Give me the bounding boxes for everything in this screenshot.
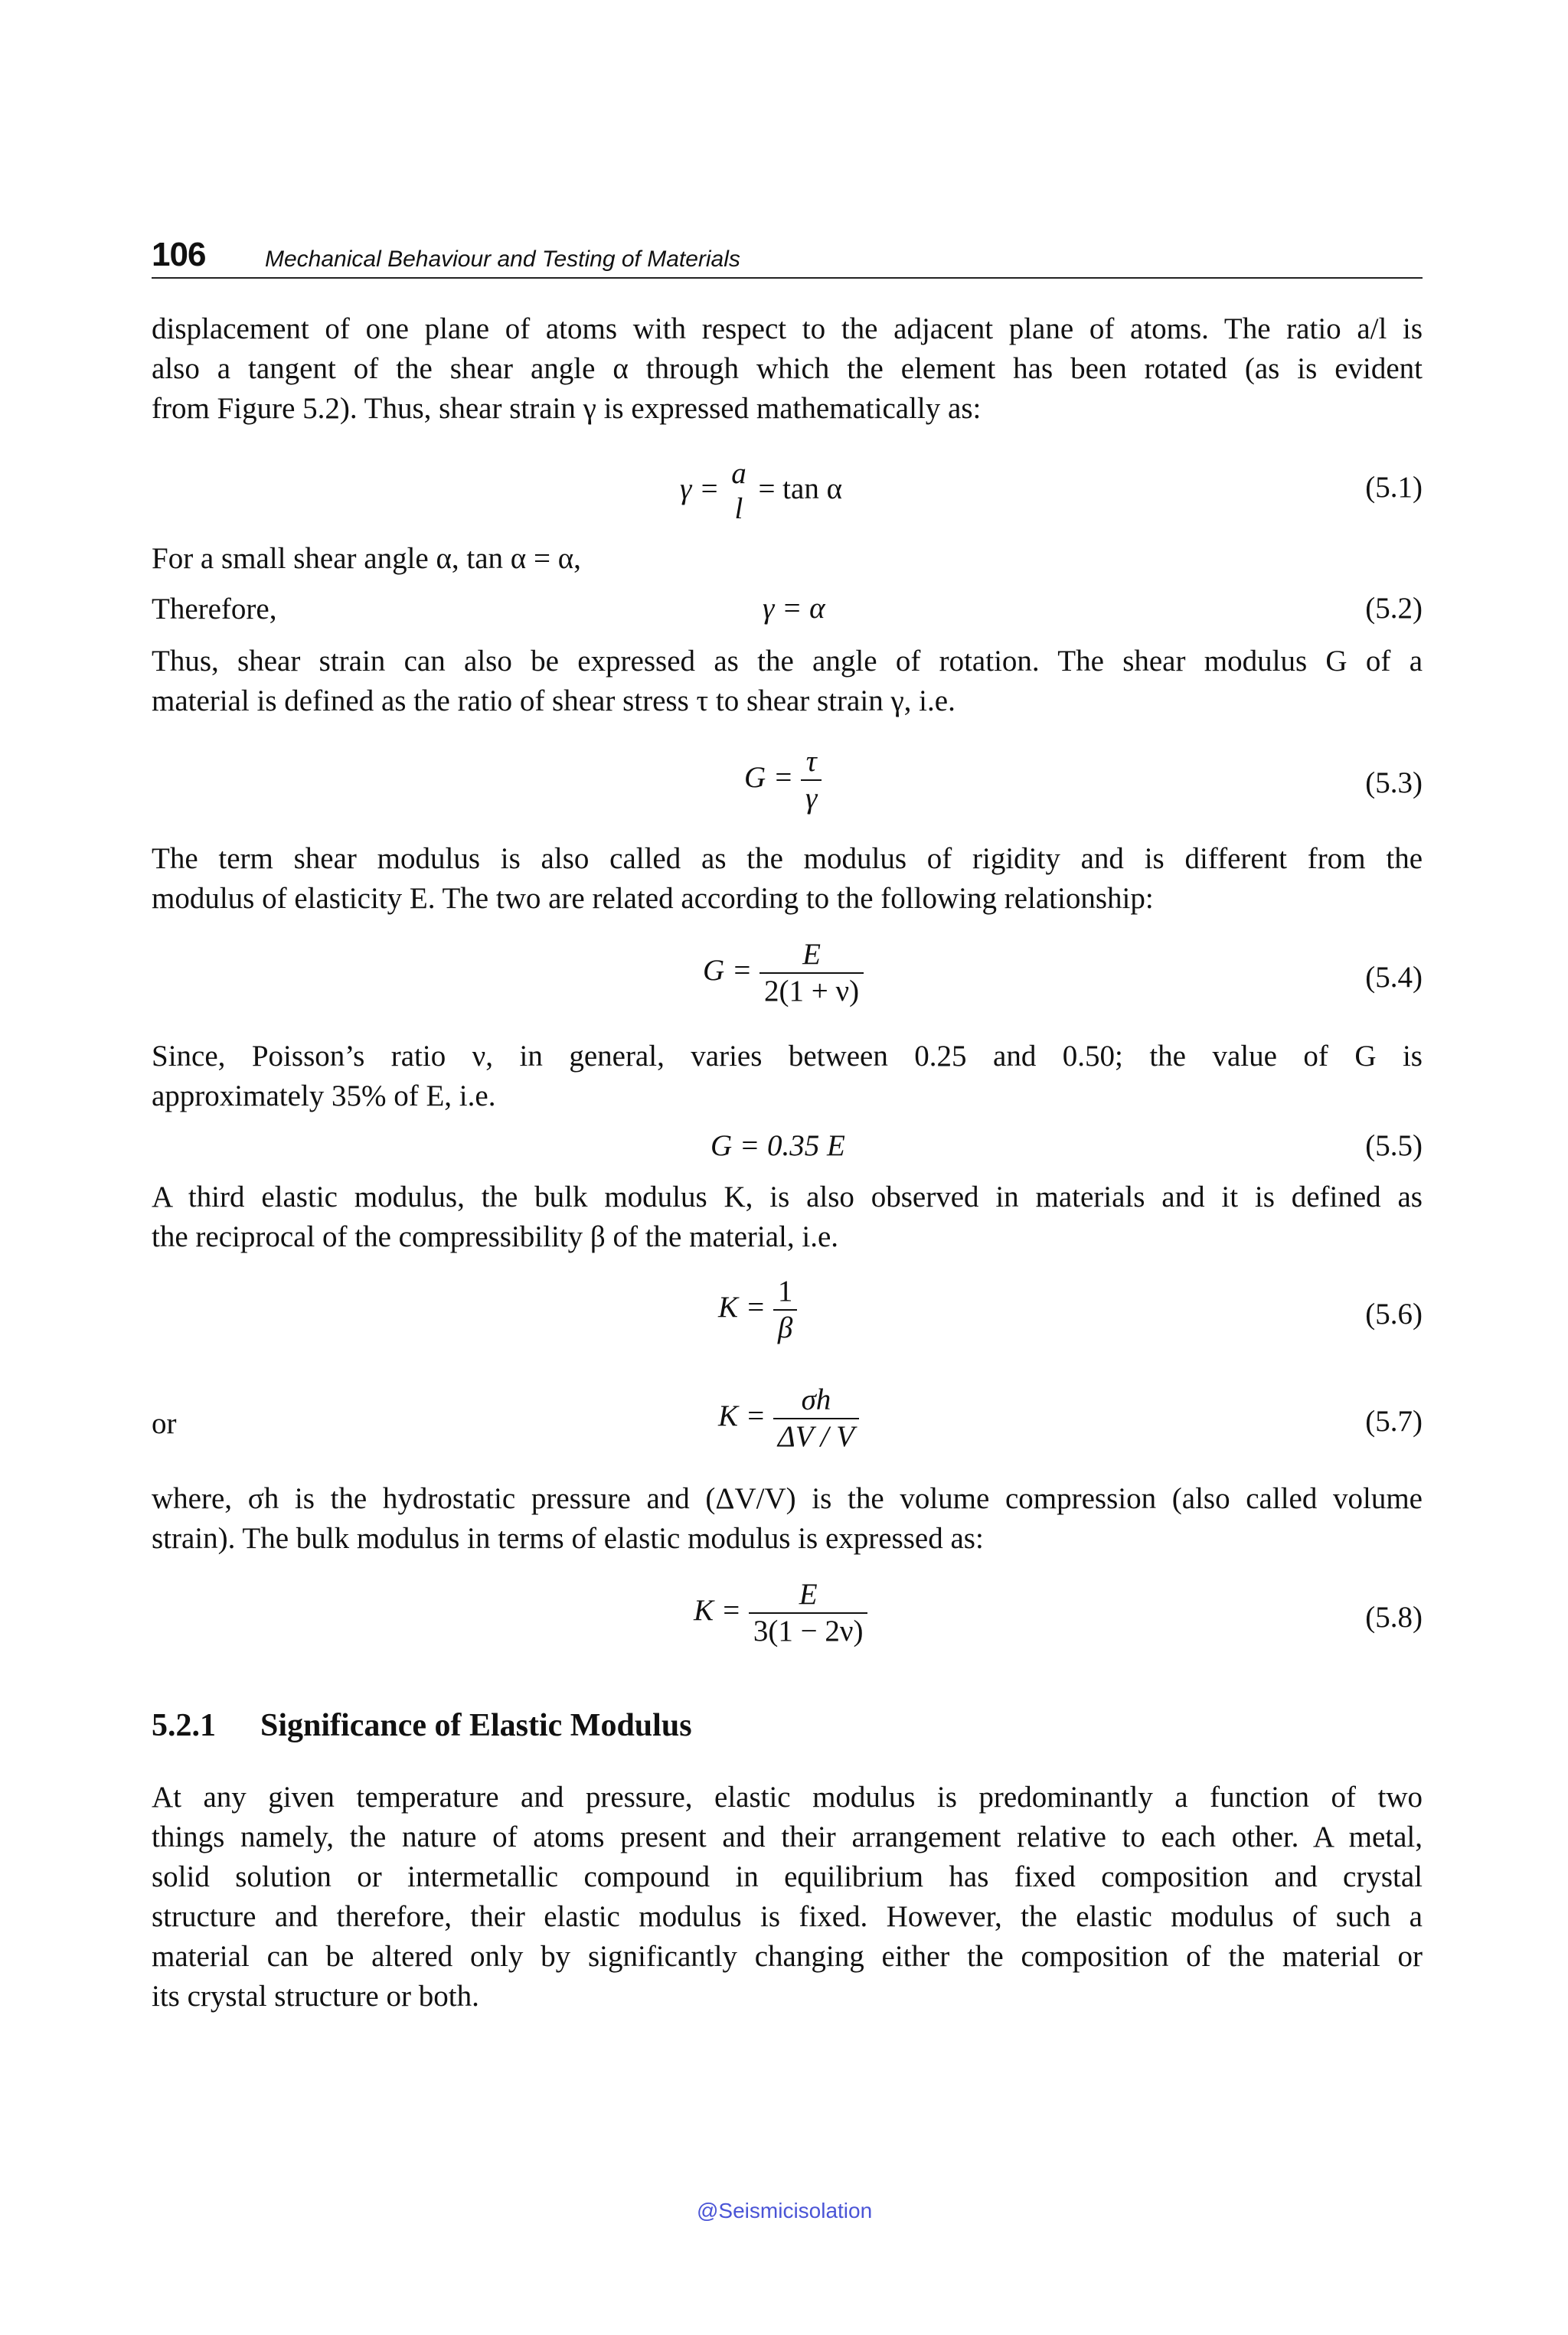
paragraph-significance (152, 1778, 1423, 2017)
paragraph-shear-modulus (152, 642, 1423, 721)
text-line: The term shear modulus is also called as the modulus of rigidity and is different from the (152, 842, 1423, 875)
section-heading (152, 1707, 692, 1744)
equation-number: (5.2) (1365, 592, 1423, 625)
text-line: material can be altered only by significantly changing either the composition of the material or (152, 1940, 1423, 1973)
paragraph-poisson (152, 1037, 1423, 1116)
text-line: where, σh is the hydrostatic pressure and (ΔV/V) is the volume compression (also called volume (152, 1482, 1423, 1515)
section-title: Significance of Elastic Modulus (260, 1708, 692, 1743)
fraction: $\frac{E}{3(1 - 2\nu)}$ (749, 1577, 868, 1649)
equation-number: (5.8) (1365, 1601, 1423, 1634)
text-line: strain). The bulk modulus in terms of elastic modulus is expressed as: (152, 1522, 984, 1555)
paragraph-hydrostatic (152, 1479, 1423, 1559)
fraction: $\frac{\sigma h}{\Delta V / V}$ (773, 1383, 859, 1455)
fraction: $\frac{E}{2(1 + \nu)}$ (760, 937, 864, 1009)
text-line: solid solution or intermetallic compound in equilibrium has fixed composition and crystal (152, 1860, 1423, 1893)
text-line: Since, Poisson’s ratio ν, in general, varies between 0.25 and 0.50; the value of G is (152, 1040, 1423, 1073)
section-number: 5.2.1 (152, 1708, 216, 1743)
watermark: @Seismicisolation (697, 2199, 873, 2222)
fraction: a l (731, 457, 746, 525)
book-title: Mechanical Behaviour and Testing of Materials (265, 247, 740, 272)
equation-number: (5.3) (1365, 766, 1423, 799)
fraction: $\frac{\tau}{\gamma}$ (801, 744, 822, 816)
equation-5-8: K = $\frac{E}{3(1 - 2\nu)}$ (694, 1577, 867, 1649)
therefore-label: Therefore, (152, 593, 277, 625)
text-line: the reciprocal of the compressibility β of the material, i.e. (152, 1220, 839, 1253)
text-line: displacement of one plane of atoms with respect to the adjacent plane of atoms. The ratio a/l is (152, 312, 1423, 345)
equation-number: (5.7) (1365, 1405, 1423, 1438)
paragraph-bulk-modulus (152, 1177, 1423, 1257)
small-angle-text: For a small shear angle α, tan α = α, (152, 542, 581, 575)
text-line: material is defined as the ratio of shear stress τ to shear strain γ, i.e. (152, 684, 956, 717)
text-line: A third elastic modulus, the bulk modulus K, is also observed in materials and it is defined as (152, 1181, 1423, 1213)
equation-5-2: γ = α (763, 592, 825, 625)
text-line: Thus, shear strain can also be expressed as the angle of rotation. The shear modulus G of a (152, 645, 1423, 678)
text-line: modulus of elasticity E. The two are related according to the following relationship: (152, 882, 1154, 915)
text-line: its crystal structure or both. (152, 1980, 479, 2013)
text-line: also a tangent of the shear angle α through which the element has been rotated (as is evident (152, 352, 1423, 385)
equation-5-3: G = $\frac{\tau}{\gamma}$ (744, 744, 822, 816)
equation-5-4: G = $\frac{E}{2(1 + \nu)}$ (703, 937, 864, 1009)
paragraph-rigidity (152, 839, 1423, 919)
text-line: things namely, the nature of atoms present and their arrangement relative to each other. A metal, (152, 1821, 1423, 1853)
text-line: At any given temperature and pressure, elastic modulus is predominantly a function of two (152, 1781, 1423, 1814)
paragraph-shear-strain (152, 309, 1423, 429)
equation-5-6: K = $\frac{1}{\beta}$ (718, 1274, 797, 1346)
page-number: 106 (152, 236, 206, 273)
fraction: $\frac{1}{\beta}$ (773, 1274, 798, 1346)
text-line: from Figure 5.2). Thus, shear strain γ is expressed mathematically as: (152, 392, 982, 425)
equation-number: (5.1) (1365, 471, 1423, 504)
or-label: or (152, 1407, 177, 1440)
equation-5-1: γ = a l = tan α (680, 457, 843, 525)
equation-number: (5.4) (1365, 961, 1423, 994)
equation-5-5: G = 0.35 E (710, 1129, 845, 1162)
equation-number: (5.6) (1365, 1298, 1423, 1331)
text-line: structure and therefore, their elastic modulus is fixed. However, the elastic modulus of such a (152, 1900, 1423, 1933)
running-header (152, 230, 1423, 279)
text-line: approximately 35% of E, i.e. (152, 1079, 496, 1112)
equation-5-7: K = $\frac{\sigma h}{\Delta V / V}$ (718, 1383, 859, 1455)
equation-number: (5.5) (1365, 1129, 1423, 1162)
